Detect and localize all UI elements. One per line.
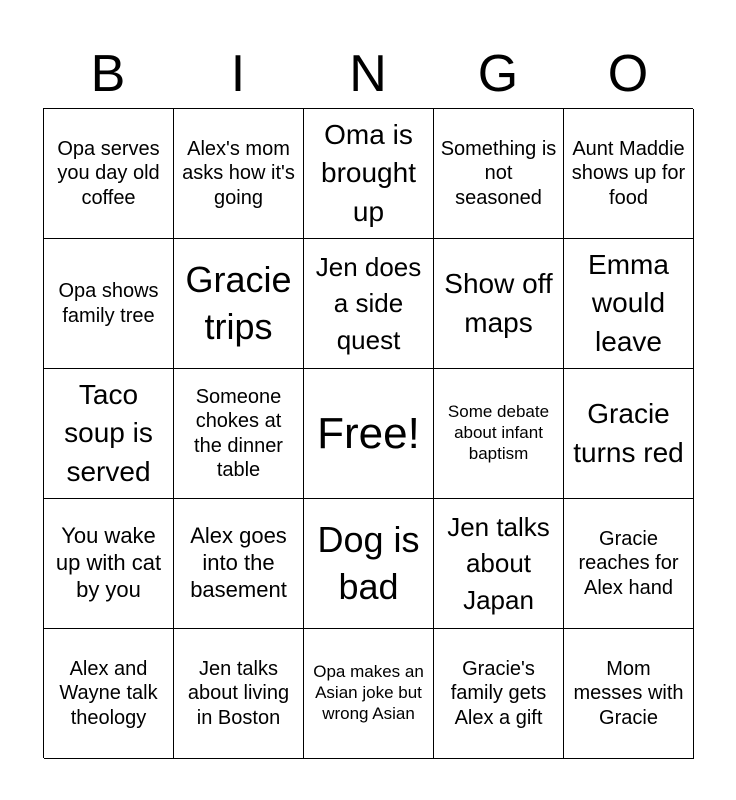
bingo-cell[interactable]: Opa serves you day old coffee — [44, 109, 174, 239]
header-letter-i: I — [230, 45, 246, 103]
header-letter-b: B — [90, 45, 126, 103]
bingo-cell[interactable]: Gracie's family gets Alex a gift — [434, 629, 564, 759]
bingo-cell[interactable]: Alex and Wayne talk theology — [44, 629, 174, 759]
bingo-cell[interactable]: Show off maps — [434, 239, 564, 369]
bingo-cell[interactable]: Some debate about infant baptism — [434, 369, 564, 499]
bingo-cell[interactable]: Oma is brought up — [304, 109, 434, 239]
bingo-cell[interactable]: Something is not seasoned — [434, 109, 564, 239]
bingo-cell[interactable]: Jen talks about Japan — [434, 499, 564, 629]
bingo-cell[interactable]: Mom messes with Gracie — [564, 629, 694, 759]
header-letter-n: N — [349, 45, 387, 103]
bingo-cell[interactable]: Taco soup is served — [44, 369, 174, 499]
bingo-cell[interactable]: Gracie reaches for Alex hand — [564, 499, 694, 629]
bingo-cell[interactable]: Gracie trips — [174, 239, 304, 369]
bingo-cell[interactable]: Someone chokes at the dinner table — [174, 369, 304, 499]
bingo-cell[interactable]: Opa shows family tree — [44, 239, 174, 369]
header-letter-o: O — [607, 45, 649, 103]
bingo-cell[interactable]: Gracie turns red — [564, 369, 694, 499]
header-letter-g: G — [477, 45, 519, 103]
bingo-board — [43, 108, 693, 758]
bingo-cell[interactable]: Emma would leave — [564, 239, 694, 369]
bingo-header — [43, 40, 693, 108]
bingo-cell[interactable]: Opa makes an Asian joke but wrong Asian — [304, 629, 434, 759]
bingo-cell[interactable]: Aunt Maddie shows up for food — [564, 109, 694, 239]
bingo-cell[interactable]: Jen talks about living in Boston — [174, 629, 304, 759]
bingo-cell[interactable]: Jen does a side quest — [304, 239, 434, 369]
bingo-cell[interactable]: Dog is bad — [304, 499, 434, 629]
bingo-cell[interactable]: You wake up with cat by you — [44, 499, 174, 629]
bingo-cell[interactable]: Alex goes into the basement — [174, 499, 304, 629]
free-space-cell[interactable]: Free! — [304, 369, 434, 499]
bingo-cell[interactable]: Alex's mom asks how it's going — [174, 109, 304, 239]
